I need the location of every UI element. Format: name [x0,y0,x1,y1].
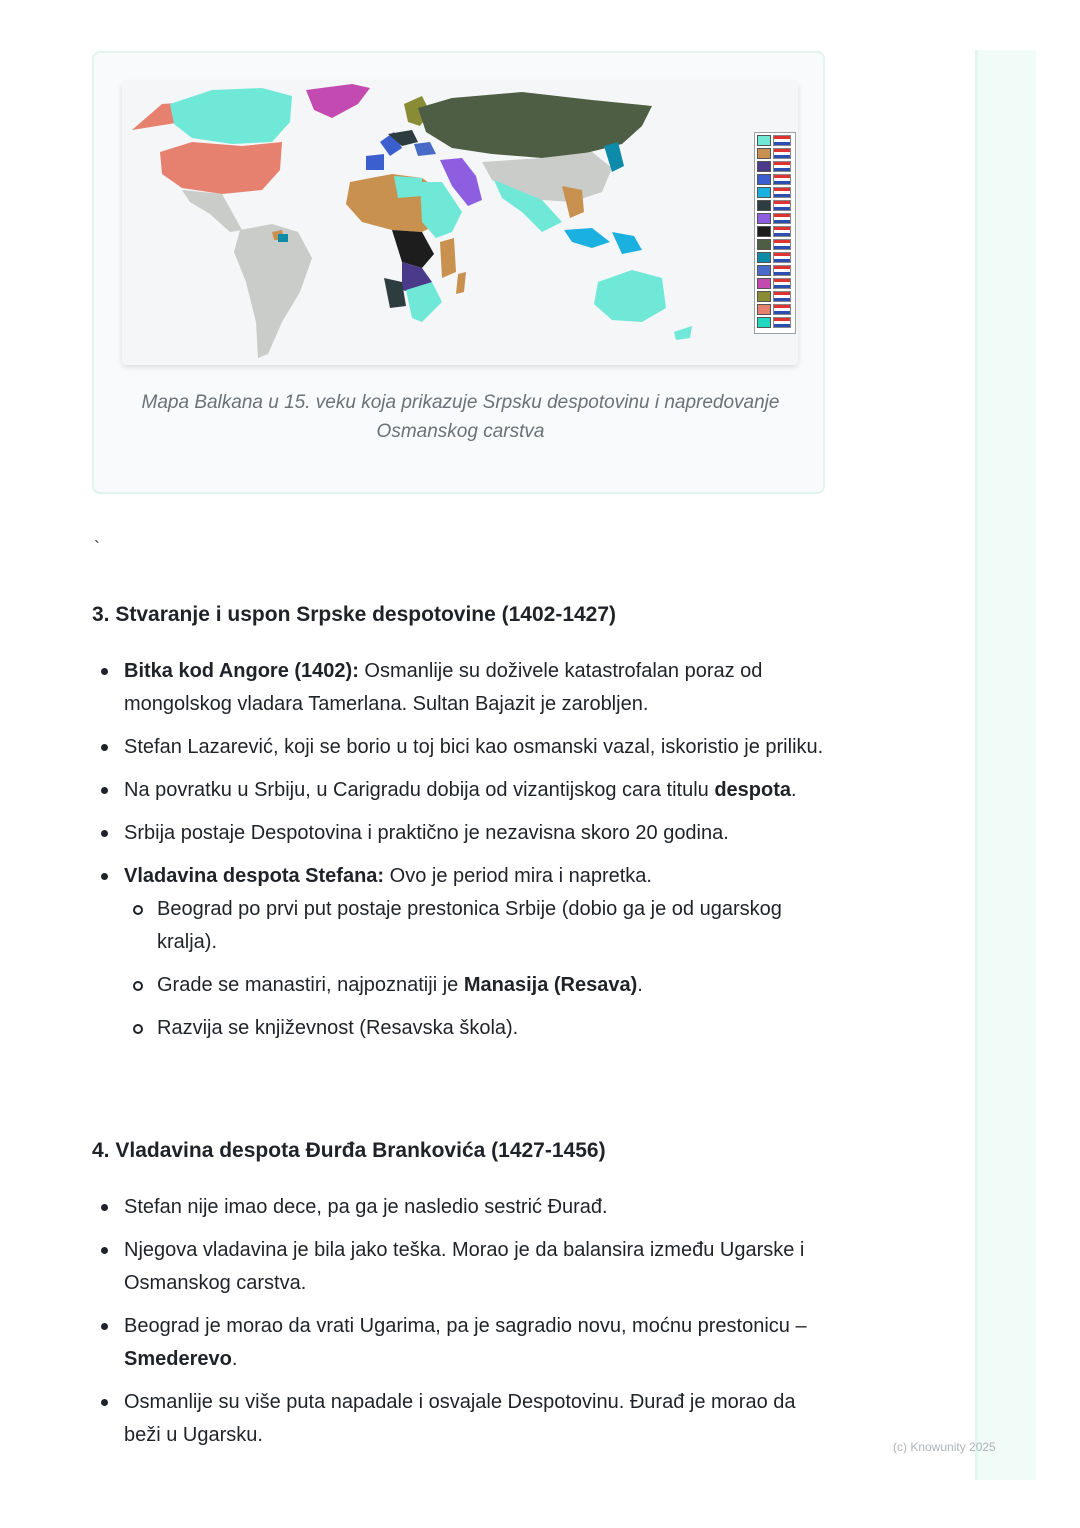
legend-row [757,174,793,185]
legend-row [757,161,793,172]
germany-flag-icon [773,187,791,198]
legend-swatch [757,174,771,185]
japan-flag-icon [773,252,791,263]
legend-row [757,226,793,237]
france-flag-icon [773,148,791,159]
mexico-flag-icon [773,317,791,328]
legend-row [757,304,793,315]
section-4-list [92,1191,827,1462]
legend-swatch [757,278,771,289]
legend-swatch [757,226,771,237]
section-3-list [92,655,827,1055]
list-item: Na povratku u Srbiju, u Carigradu dobija od vizantijskog cara titulu despota. [92,774,827,807]
germany-flag-icon [773,265,791,276]
legend-swatch [757,187,771,198]
legend-swatch [757,304,771,315]
russia-flag-icon [773,239,791,250]
turkey-flag-icon [773,213,791,224]
legend-swatch [757,252,771,263]
list-item: Bitka kod Angore (1402): Osmanlije su doživele katastrofalan poraz od mongolskog vladara Tamerlana. Sultan Bajazit je zarobljen. [92,655,827,721]
usa-flag-icon [773,304,791,315]
legend-row [757,317,793,328]
legend-row [757,239,793,250]
legend-swatch [757,148,771,159]
sub-list-item: Beograd po prvi put postaje prestonica Srbije (dobio ga je od ugarskog kralja). [124,893,827,959]
stray-backtick: ` [94,538,100,558]
legend-row [757,252,793,263]
list-item: Srbija postaje Despotovina i praktično je nezavisna skoro 20 godina. [92,817,827,850]
figure-caption: Mapa Balkana u 15. veku koja prikazuje Srpsku despotovinu i napredovanje Osmanskog carstva [141,392,780,442]
legend-swatch [757,317,771,328]
section-4-heading: 4. Vladavina despota Đurđa Brankovića (1427-1456) [92,1139,606,1162]
legend-swatch [757,291,771,302]
world-map-image [122,82,798,365]
list-item: Njegova vladavina je bila jako teška. Morao je da balansira između Ugarske i Osmanskog carstva. [92,1234,827,1300]
legend-row [757,291,793,302]
legend-swatch [757,213,771,224]
figure-card [92,51,825,494]
legend-swatch [757,135,771,146]
legend-row [757,213,793,224]
copyright-footer: (c) Knowunity 2025 [893,1440,996,1454]
side-strip [975,50,1036,1480]
sub-list-item: Grade se manastiri, najpoznatiji je Manasija (Resava). [124,969,827,1002]
list-item: Stefan Lazarević, koji se borio u toj bici kao osmanski vazal, iskoristio je priliku. [92,731,827,764]
legend-row [757,135,793,146]
belgium-flag-icon [773,226,791,237]
legend-swatch [757,265,771,276]
map-legend [754,132,796,334]
legend-swatch [757,200,771,211]
legend-swatch [757,161,771,172]
legend-swatch [757,239,771,250]
legend-row [757,265,793,276]
sweden-flag-icon [773,291,791,302]
portugal-flag-icon [773,174,791,185]
legend-row [757,200,793,211]
list-item: Vladavina despota Stefana: Ovo je period mira i napretka. Beograd po prvi put postaje prestonica Srbije (dobio ga je od ugarskog kralja). Grade se manastiri, najpoznatiji je Manasija (Resava). Razvija se književnost (Resavska škola). [92,860,827,1045]
sub-list [124,893,827,1045]
legend-row [757,187,793,198]
uk-flag-icon [773,135,791,146]
legend-row [757,148,793,159]
list-item: Osmanlije su više puta napadale i osvajale Despotovinu. Đurađ je morao da beži u Ugarsku. [92,1386,827,1452]
legend-row [757,278,793,289]
list-item: Stefan nije imao dece, pa ga je nasledio sestrić Đurađ. [92,1191,827,1224]
section-3-heading: 3. Stvaranje i uspon Srpske despotovine (1402-1427) [92,603,617,626]
denmark-flag-icon [773,278,791,289]
list-item: Beograd je morao da vrati Ugarima, pa je sagradio novu, moćnu prestonicu – Smederevo. [92,1310,827,1376]
spain-flag-icon [773,161,791,172]
sub-list-item: Razvija se književnost (Resavska škola). [124,1012,827,1045]
austria-flag-icon [773,200,791,211]
